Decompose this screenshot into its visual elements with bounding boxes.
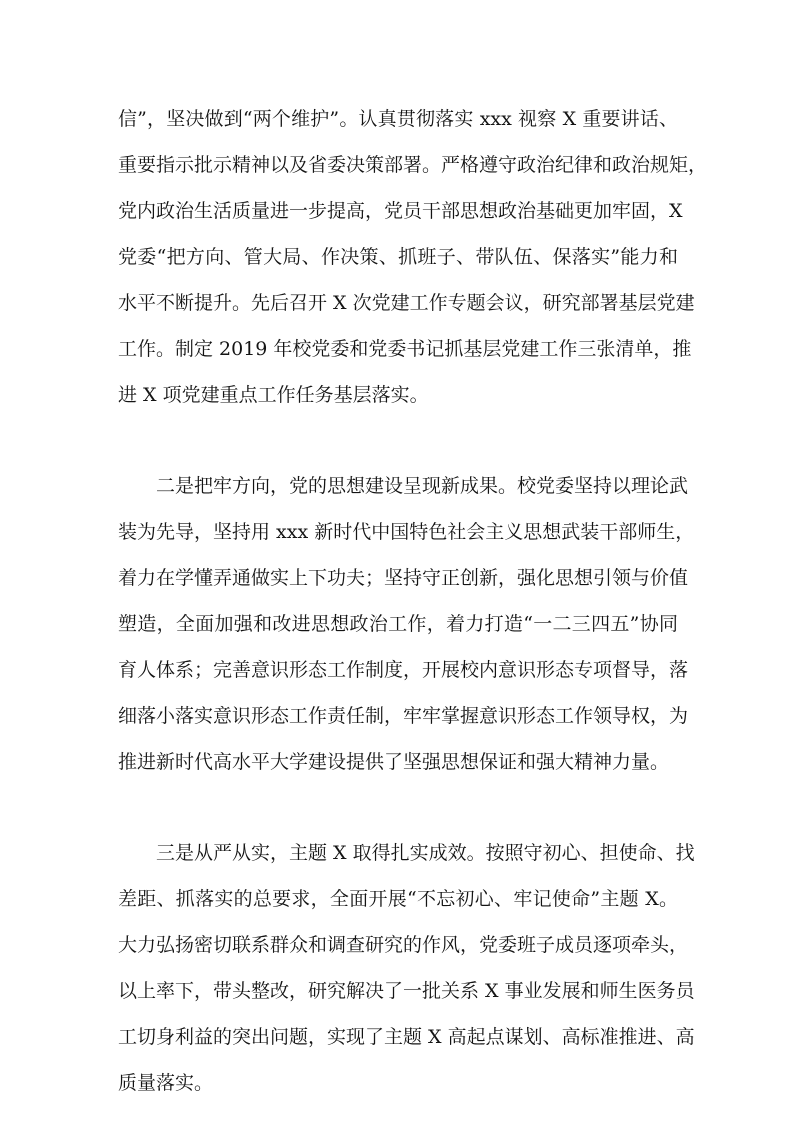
paragraph-line: 细落小落实意识形态工作责任制，牢牢掌握意识形态工作领导权，为 [118,705,689,727]
paragraph-line: 塑造，全面加强和改进思想政治工作，着力打造“一二三四五”协同 [118,613,678,635]
paragraph-theme-education [118,830,695,1106]
paragraph-line: 水平不断提升。先后召开 X 次党建工作专题会议，研究部署基层党建 [118,292,695,314]
paragraph-spacer [118,785,678,830]
paragraph-ideological-construction [118,463,695,785]
paragraph-line: 差距、抓落实的总要求，全面开展“不忘初心、牢记使命”主题 X。 [118,888,678,910]
paragraph-line: 进 X 项党建重点工作任务基层落实。 [118,384,429,406]
paragraph-line: 着力在学懂弄通做实上下功夫；坚持守正创新，强化思想引领与价值 [118,567,689,589]
paragraph-line: 推进新时代高水平大学建设提供了坚强思想保证和强大精神力量。 [118,751,670,773]
paragraph-line: 重要指示批示精神以及省委决策部署。严格遵守政治纪律和政治规矩， [118,154,708,176]
paragraph-line: 工切身利益的突出问题，实现了主题 X 高起点谋划、高标准推进、高 [118,1026,695,1048]
paragraph-line: 装为先导，坚持用 xxx 新时代中国特色社会主义思想武装干部师生， [118,521,695,543]
paragraph-line: 信”，坚决做到“两个维护”。认真贯彻落实 xxx 视察 X 重要讲话、 [118,108,678,130]
document-body [118,96,708,1106]
paragraph-line: 育人体系；完善意识形态工作制度，开展校内意识形态专项督导，落 [118,659,689,681]
paragraph-spacer [118,418,678,463]
paragraph-political-construction [118,96,708,418]
paragraph-line: 工作。制定 2019 年校党委和党委书记抓基层党建工作三张清单，推 [118,338,692,360]
paragraph-line: 质量落实。 [118,1072,214,1094]
paragraph-line: 三是从严从实，主题 X 取得扎实成效。按照守初心、担使命、找 [156,842,695,864]
paragraph-line: 以上率下，带头整改，研究解决了一批关系 X 事业发展和师生医务员 [118,980,695,1002]
paragraph-line: 二是把牢方向，党的思想建设呈现新成果。校党委坚持以理论武 [156,475,689,497]
paragraph-line: 大力弘扬密切联系群众和调查研究的作风，党委班子成员逐项牵头， [118,934,689,956]
paragraph-line: 党委“把方向、管大局、作决策、抓班子、带队伍、保落实”能力和 [118,246,678,268]
paragraph-line: 党内政治生活质量进一步提高，党员干部思想政治基础更加牢固，X [118,200,683,222]
